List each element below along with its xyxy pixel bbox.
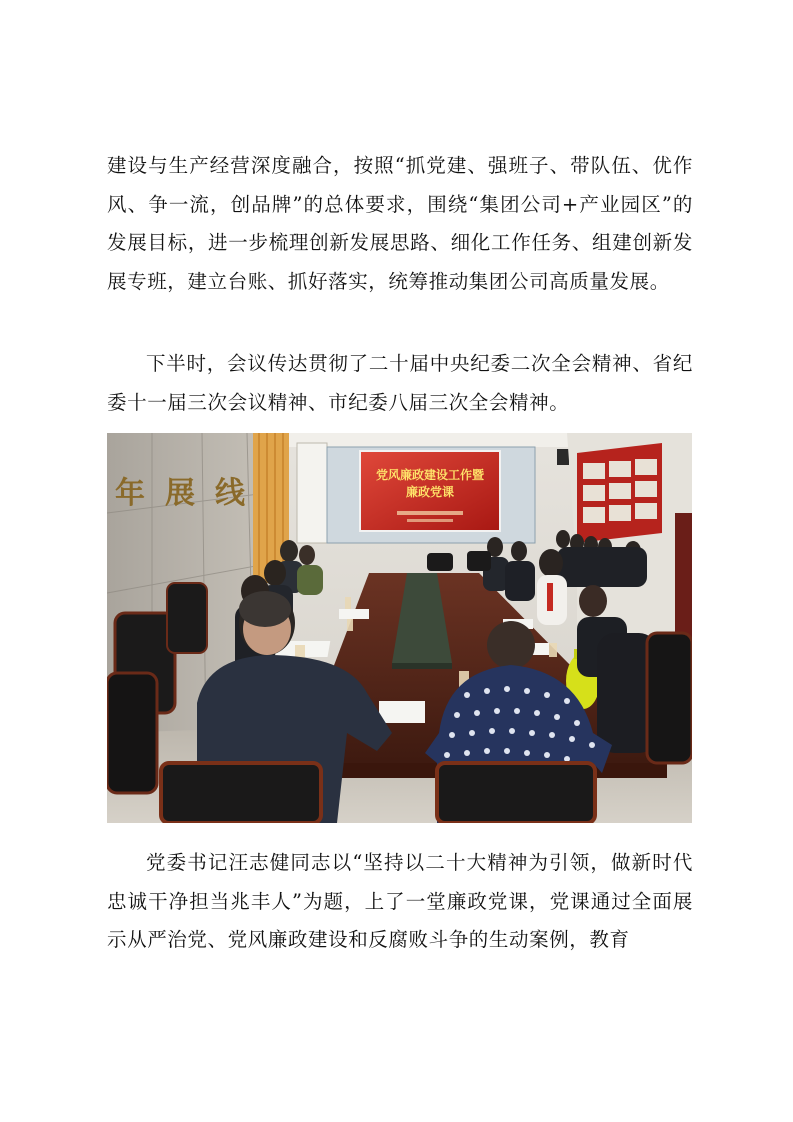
screen-title-line2: 廉政党课 (405, 485, 455, 499)
meeting-photo (107, 433, 692, 823)
wall-characters: 年 展 线 (115, 476, 245, 511)
paragraph-3: 党委书记汪志健同志以“坚持以二十大精神为引领，做新时代忠诚干净担当兆丰人”为题，上了一堂廉政党课，党课通过全面展示从严治党、党风廉政建设和反腐败斗争的生动案例，教育 (107, 851, 693, 951)
paragraph-2: 下半时，会议传达贯彻了二十届中央纪委二次全会精神、省纪委十一届三次会议精神、市纪委八届三次全会精神。 (107, 352, 693, 414)
screen-title-line1: 党风廉政建设工作暨 (375, 468, 485, 482)
meeting-photo-illustration (107, 433, 692, 823)
paragraph-1: 建设与生产经营深度融合，按照“抓党建、强班子、带队伍、优作风、争一流，创品牌”的总体要求，围绕“集团公司+产业园区”的发展目标，进一步梳理创新发展思路、细化工作任务、组建创新发展专班，建立台账、抓好落实，统筹推动集团公司高质量发展。 (107, 154, 693, 293)
